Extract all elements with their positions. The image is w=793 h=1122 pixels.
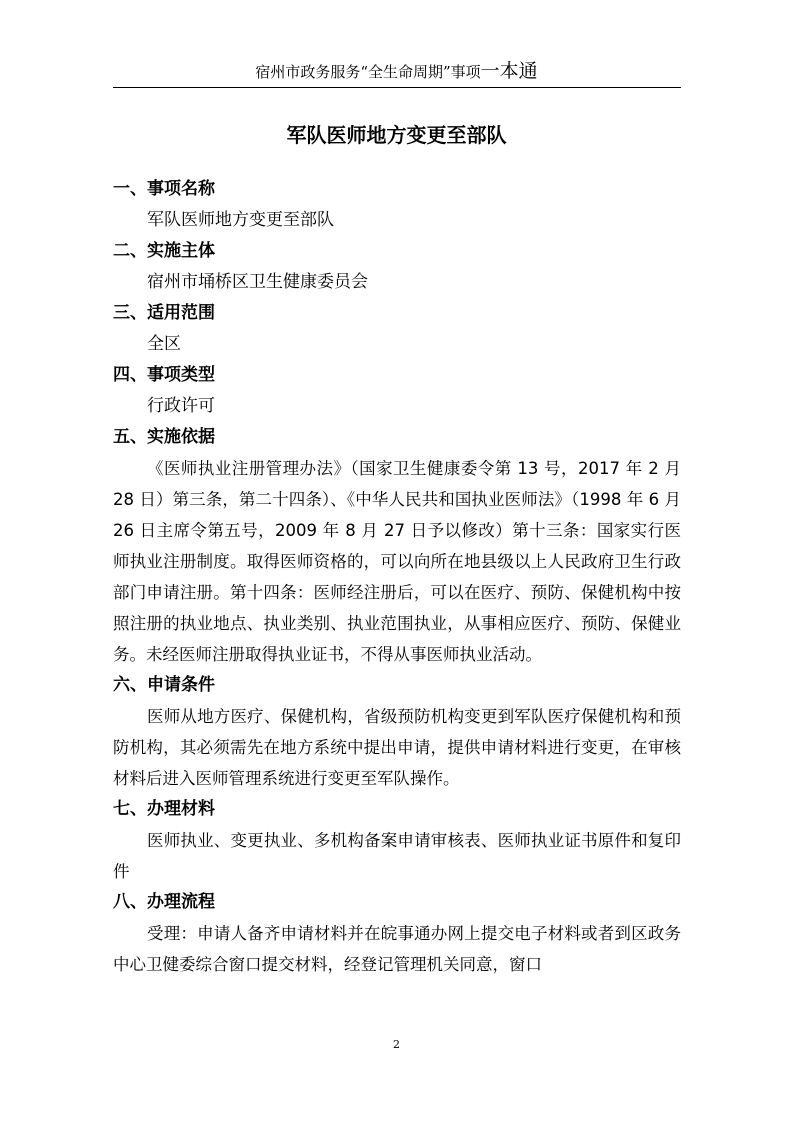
header-rule xyxy=(113,87,681,88)
section-value-type: 行政许可 xyxy=(147,396,215,416)
header-text: 宿州市政务服务“全生命周期”事项 xyxy=(255,63,481,81)
section-heading-scope: 三、适用范围 xyxy=(113,303,215,323)
section-value-basis: 《医师执业注册管理办法》（国家卫生健康委令第 13 号，2017 年 2 月 28 日）第三条，第二十四条）、《中华人民共和国执业医师法》（1998 年 6 月 26 日主席令第五号，2009 年 8 月 27 日予以修改）第十三条：国家实行医师执业注册制度。取得医师资格的，可以向所在地县级以上人民政府卫生行政部门申请注册。第十四条：医师经注册后，可以在医疗、预防、保健机构中按照注册的执业地点、执业类别、执业范围执业，从事相应医疗、预防、保健业务。未经医师注册取得执业证书，不得从事医师执业活动。 xyxy=(113,459,681,664)
running-header xyxy=(0,60,793,83)
section-heading-conditions: 六、申请条件 xyxy=(113,675,215,695)
page-number: 2 xyxy=(393,1038,400,1051)
section-heading-process: 八、办理流程 xyxy=(113,892,215,912)
section-heading-type: 四、事项类型 xyxy=(113,365,215,385)
section-value-conditions: 医师从地方医疗、保健机构，省级预防机构变更到军队医疗保健机构和预防机构，其必须需先在地方系统中提出申请，提供申请材料进行变更，在审核材料后进入医师管理系统进行变更至军队操作。 xyxy=(113,707,681,788)
section-value-process: 受理：申请人备齐申请材料并在皖事通办网上提交电子材料或者到区政务中心卫健委综合窗口提交材料，经登记管理机关同意，窗口 xyxy=(113,924,681,974)
section-value-subject: 宿州市埇桥区卫生健康委员会 xyxy=(147,272,368,292)
section-value-materials: 医师执业、变更执业、多机构备案申请审核表、医师执业证书原件和复印件 xyxy=(113,831,681,881)
document-body xyxy=(113,174,681,980)
section-value-name: 军队医师地方变更至部队 xyxy=(147,210,334,230)
section-heading-subject: 二、实施主体 xyxy=(113,241,215,261)
page-title: 军队医师地方变更至部队 xyxy=(286,123,507,147)
section-heading-materials: 七、办理材料 xyxy=(113,799,215,819)
section-heading-name: 一、事项名称 xyxy=(113,179,215,199)
section-value-scope: 全区 xyxy=(147,334,181,354)
section-heading-basis: 五、实施依据 xyxy=(113,427,215,447)
header-text-large: 一本通 xyxy=(480,60,538,82)
